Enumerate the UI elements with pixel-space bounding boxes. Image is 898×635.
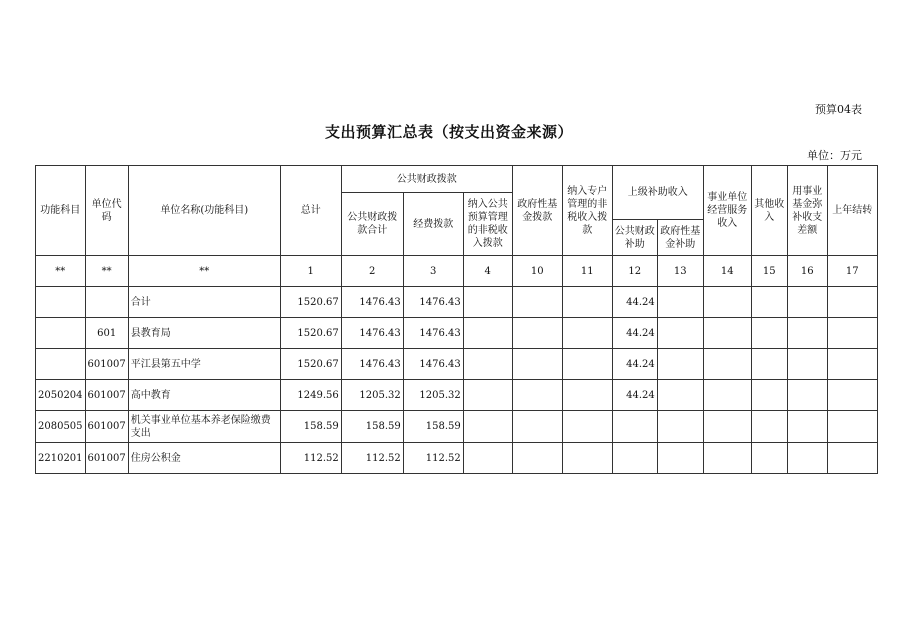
public-finance-total-cell: 1476.43 bbox=[341, 318, 403, 349]
sub-public-cell: 44.24 bbox=[612, 318, 657, 349]
total-cell: 1520.67 bbox=[280, 349, 341, 380]
public-finance-total-cell: 1205.32 bbox=[341, 380, 403, 411]
expense-grant-cell: 1476.43 bbox=[403, 318, 463, 349]
unit-code-cell: 601007 bbox=[85, 443, 128, 474]
budget-table bbox=[35, 165, 878, 474]
header-public-finance: 公共财政拨款 bbox=[341, 166, 512, 193]
total-cell: 1520.67 bbox=[280, 287, 341, 318]
header-total: 总计 bbox=[280, 166, 341, 256]
header-special-nontax: 纳入专户管理的非税收入拨款 bbox=[562, 166, 612, 256]
func-subject-cell bbox=[36, 349, 86, 380]
header-last-year: 上年结转 bbox=[827, 166, 877, 256]
total-cell: 1249.56 bbox=[280, 380, 341, 411]
index-cell: 12 bbox=[612, 256, 657, 287]
expense-grant-cell: 1476.43 bbox=[403, 349, 463, 380]
header-sub-public: 公共财政补助 bbox=[612, 220, 657, 256]
expense-grant-cell: 158.59 bbox=[403, 411, 463, 443]
func-subject-cell bbox=[36, 287, 86, 318]
header-superior-subsidy: 上级补助收入 bbox=[612, 166, 703, 220]
unit-name-cell: 县教育局 bbox=[128, 318, 280, 349]
unit-name-cell: 住房公积金 bbox=[128, 443, 280, 474]
func-subject-cell: 2080505 bbox=[36, 411, 86, 443]
index-cell: ** bbox=[128, 256, 280, 287]
header-nontax-income: 纳入公共预算管理的非税收入拨款 bbox=[463, 193, 512, 256]
table-row bbox=[36, 411, 878, 443]
table-row bbox=[36, 380, 878, 411]
page-title: 支出预算汇总表（按支出资金来源） bbox=[324, 123, 573, 141]
index-cell: 13 bbox=[657, 256, 703, 287]
func-subject-cell: 2210201 bbox=[36, 443, 86, 474]
func-subject-cell: 2050204 bbox=[36, 380, 86, 411]
header-other-income: 其他收入 bbox=[751, 166, 787, 256]
index-cell: ** bbox=[36, 256, 86, 287]
table-row bbox=[36, 443, 878, 474]
unit-code-cell bbox=[85, 287, 128, 318]
index-cell: 11 bbox=[562, 256, 612, 287]
header-expense-grant: 经费拨款 bbox=[403, 193, 463, 256]
func-subject-cell bbox=[36, 318, 86, 349]
sub-public-cell: 44.24 bbox=[612, 287, 657, 318]
header-gov-fund: 政府性基金拨款 bbox=[512, 166, 562, 256]
table-row bbox=[36, 349, 878, 380]
sub-public-cell bbox=[612, 443, 657, 474]
index-cell: 2 bbox=[341, 256, 403, 287]
index-cell: 17 bbox=[827, 256, 877, 287]
header-func-subject: 功能科目 bbox=[36, 166, 86, 256]
unit-code-cell: 601007 bbox=[85, 380, 128, 411]
sub-public-cell bbox=[612, 411, 657, 443]
header-unit-name: 单位名称(功能科目) bbox=[128, 166, 280, 256]
header-business-income: 事业单位经营服务收入 bbox=[703, 166, 751, 256]
sub-public-cell: 44.24 bbox=[612, 380, 657, 411]
index-cell: 1 bbox=[280, 256, 341, 287]
unit-code-cell: 601 bbox=[85, 318, 128, 349]
expense-grant-cell: 112.52 bbox=[403, 443, 463, 474]
expense-grant-cell: 1476.43 bbox=[403, 287, 463, 318]
unit-name-cell: 合计 bbox=[128, 287, 280, 318]
expense-grant-cell: 1205.32 bbox=[403, 380, 463, 411]
unit-name-cell: 平江县第五中学 bbox=[128, 349, 280, 380]
table-row bbox=[36, 318, 878, 349]
index-cell: 3 bbox=[403, 256, 463, 287]
unit-code-cell: 601007 bbox=[85, 411, 128, 443]
index-cell: 15 bbox=[751, 256, 787, 287]
header-public-finance-total: 公共财政拨款合计 bbox=[341, 193, 403, 256]
total-cell: 158.59 bbox=[280, 411, 341, 443]
unit-name-cell: 高中教育 bbox=[128, 380, 280, 411]
total-cell: 112.52 bbox=[280, 443, 341, 474]
index-cell: 16 bbox=[787, 256, 827, 287]
index-cell: ** bbox=[85, 256, 128, 287]
unit-code-cell: 601007 bbox=[85, 349, 128, 380]
index-cell: 14 bbox=[703, 256, 751, 287]
header-sub-gov-fund: 政府性基金补助 bbox=[657, 220, 703, 256]
header-fund-offset: 用事业基金弥补收支差额 bbox=[787, 166, 827, 256]
index-cell: 4 bbox=[463, 256, 512, 287]
form-number: 预算04表 bbox=[815, 103, 862, 116]
header-unit-code: 单位代码 bbox=[85, 166, 128, 256]
index-row bbox=[36, 256, 878, 287]
sub-public-cell: 44.24 bbox=[612, 349, 657, 380]
unit-label: 单位：万元 bbox=[807, 149, 862, 162]
public-finance-total-cell: 1476.43 bbox=[341, 349, 403, 380]
table-row bbox=[36, 287, 878, 318]
public-finance-total-cell: 112.52 bbox=[341, 443, 403, 474]
public-finance-total-cell: 158.59 bbox=[341, 411, 403, 443]
total-cell: 1520.67 bbox=[280, 318, 341, 349]
public-finance-total-cell: 1476.43 bbox=[341, 287, 403, 318]
unit-name-cell: 机关事业单位基本养老保险缴费支出 bbox=[128, 411, 280, 443]
index-cell: 10 bbox=[512, 256, 562, 287]
